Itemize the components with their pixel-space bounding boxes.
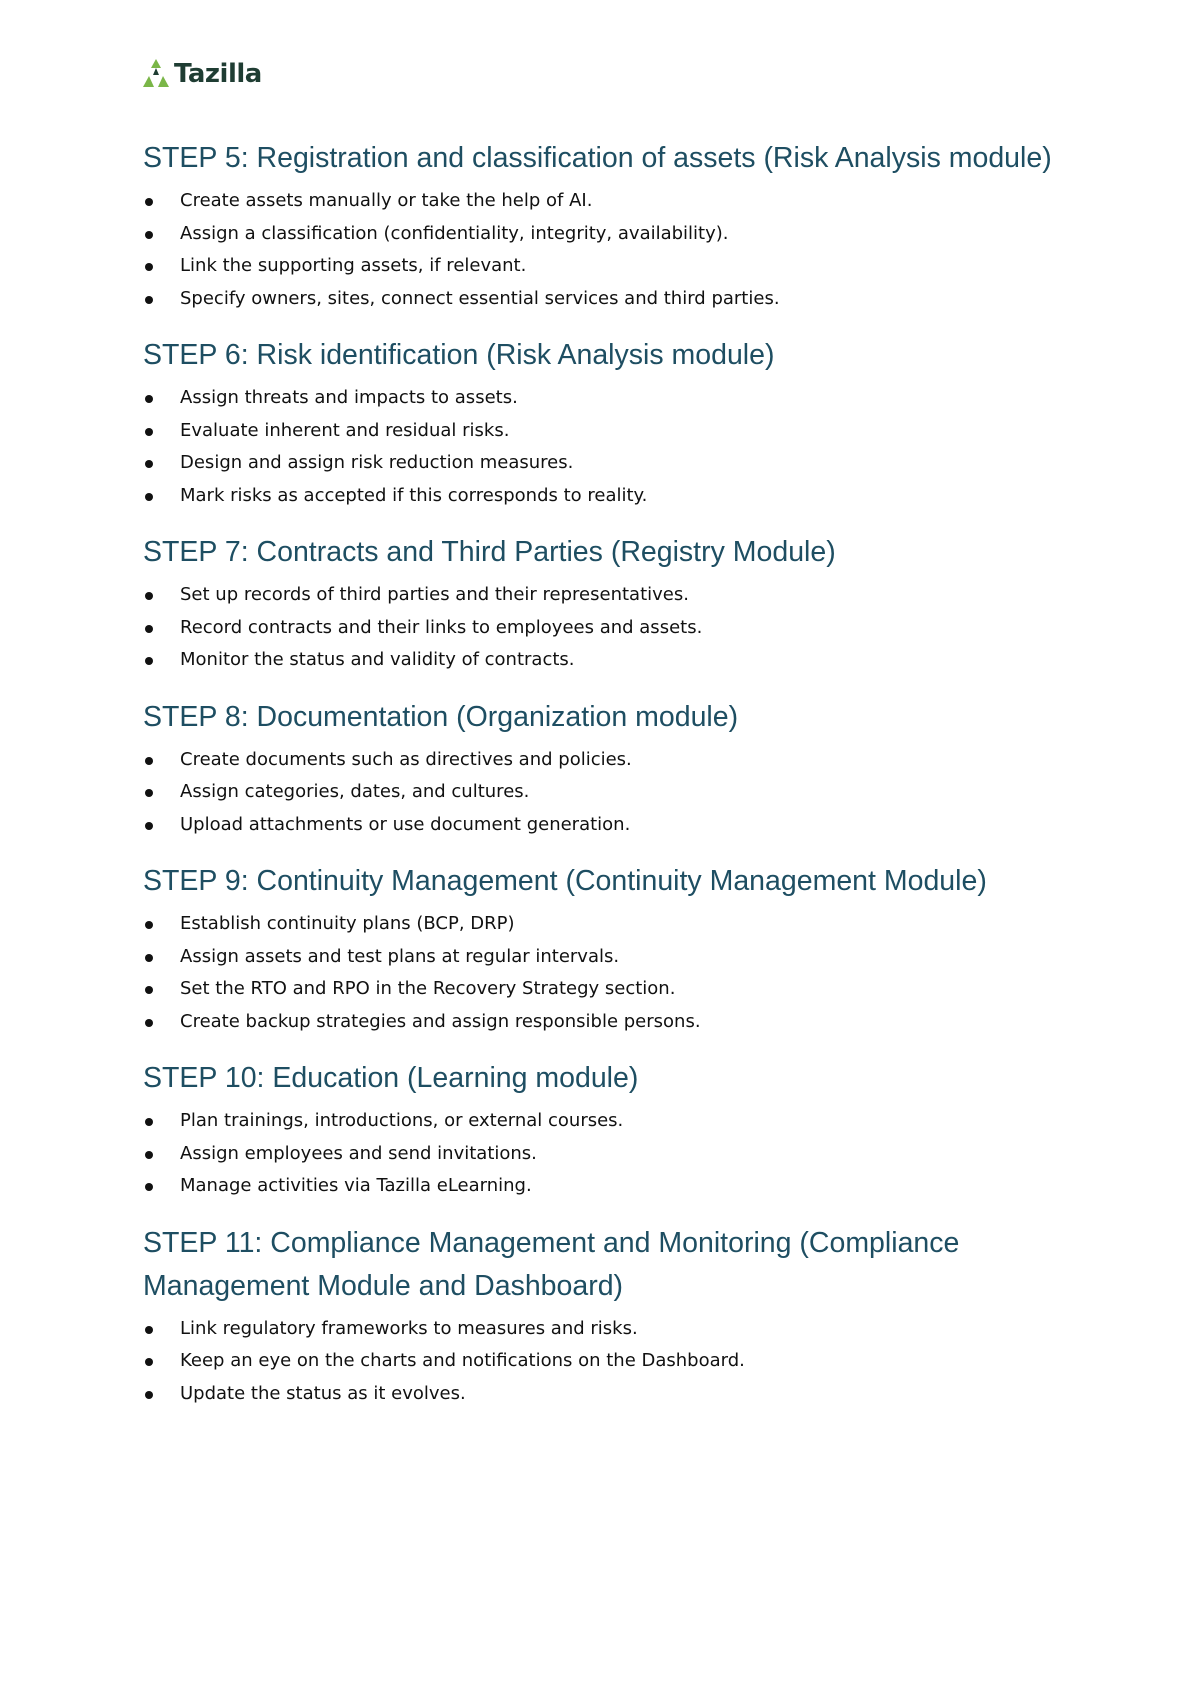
bullet-list	[143, 908, 1063, 1038]
bullet-icon	[145, 1151, 153, 1159]
bullet-icon	[145, 757, 153, 765]
bullet-list	[143, 1313, 1063, 1411]
document-body	[143, 137, 1063, 1410]
list-item-text: Specify owners, sites, connect essential services and third parties.	[180, 287, 780, 309]
bullet-icon	[145, 1019, 153, 1027]
list-item	[143, 283, 1063, 316]
bullet-list	[143, 579, 1063, 677]
bullet-icon	[145, 1358, 153, 1366]
bullet-icon	[145, 954, 153, 962]
list-item	[143, 382, 1063, 415]
bullet-icon	[145, 921, 153, 929]
bullet-icon	[145, 198, 153, 206]
section-step-7	[143, 531, 1063, 677]
section-step-8	[143, 696, 1063, 842]
list-item	[143, 1105, 1063, 1138]
bullet-icon	[145, 592, 153, 600]
bullet-list	[143, 744, 1063, 842]
list-item-text: Mark risks as accepted if this corresponds to reality.	[180, 484, 648, 506]
list-item	[143, 941, 1063, 974]
list-item-text: Link the supporting assets, if relevant.	[180, 255, 527, 276]
list-item	[143, 776, 1063, 809]
section-heading: STEP 9: Continuity Management (Continuity Management Module)	[143, 865, 987, 897]
list-item-text: Assign categories, dates, and cultures.	[180, 781, 530, 802]
bullet-list	[143, 185, 1063, 315]
list-item	[143, 809, 1063, 842]
list-item-text: Assign threats and impacts to assets.	[180, 387, 518, 408]
section-heading: STEP 10: Education (Learning module)	[143, 1062, 639, 1094]
section-step-5	[143, 137, 1063, 315]
section-heading: STEP 7: Contracts and Third Parties (Registry Module)	[143, 536, 836, 568]
bullet-icon	[145, 822, 153, 830]
list-item-text: Monitor the status and validity of contracts.	[180, 649, 575, 670]
list-item	[143, 218, 1063, 251]
section-step-9	[143, 860, 1063, 1038]
bullet-icon	[145, 657, 153, 665]
list-item-text: Plan trainings, introductions, or external courses.	[180, 1110, 624, 1131]
bullet-icon	[145, 395, 153, 403]
list-item-text: Set the RTO and RPO in the Recovery Strategy section.	[180, 978, 676, 999]
list-item	[143, 480, 1063, 513]
list-item-text: Manage activities via Tazilla eLearning.	[180, 1175, 532, 1196]
bullet-list	[143, 382, 1063, 512]
list-item	[143, 973, 1063, 1006]
list-item	[143, 744, 1063, 777]
tazilla-logo	[140, 56, 262, 92]
bullet-list	[143, 1105, 1063, 1203]
section-heading: STEP 5: Registration and classification of assets (Risk Analysis module)	[143, 142, 1052, 174]
list-item	[143, 1345, 1063, 1378]
bullet-icon	[145, 1391, 153, 1399]
bullet-icon	[145, 1326, 153, 1334]
list-item-text: Upload attachments or use document generation.	[180, 813, 631, 835]
list-item-text: Create documents such as directives and policies.	[180, 748, 632, 770]
list-item-text: Evaluate inherent and residual risks.	[180, 419, 510, 441]
bullet-icon	[145, 1183, 153, 1191]
list-item	[143, 1170, 1063, 1203]
section-heading: STEP 8: Documentation (Organization module)	[143, 700, 739, 733]
list-item-text: Create backup strategies and assign responsible persons.	[180, 1010, 701, 1032]
list-item-text: Create assets manually or take the help of AI.	[180, 190, 593, 211]
list-item-text: Design and assign risk reduction measures.	[180, 452, 574, 473]
list-item-text: Establish continuity plans (BCP, DRP)	[180, 913, 515, 934]
bullet-icon	[145, 1118, 153, 1126]
list-item	[143, 1378, 1063, 1411]
list-item	[143, 185, 1063, 218]
section-step-10	[143, 1057, 1063, 1203]
list-item-text: Assign a classification (confidentiality, integrity, availability).	[180, 222, 729, 244]
section-step-6	[143, 334, 1063, 512]
tazilla-leaf-icon	[140, 57, 172, 91]
bullet-icon	[145, 460, 153, 468]
list-item	[143, 644, 1063, 677]
bullet-icon	[145, 789, 153, 797]
bullet-icon	[145, 625, 153, 633]
list-item	[143, 1313, 1063, 1346]
logo-wordmark: Tazilla	[174, 59, 262, 89]
bullet-icon	[145, 296, 153, 304]
list-item-text: Update the status as it evolves.	[180, 1382, 466, 1404]
bullet-icon	[145, 428, 153, 436]
list-item-text: Assign employees and send invitations.	[180, 1142, 537, 1164]
list-item-text: Set up records of third parties and their representatives.	[180, 584, 689, 605]
bullet-icon	[145, 986, 153, 994]
list-item-text: Keep an eye on the charts and notifications on the Dashboard.	[180, 1350, 745, 1371]
section-heading: STEP 6: Risk identification (Risk Analysis module)	[143, 339, 775, 371]
list-item	[143, 579, 1063, 612]
list-item-text: Assign assets and test plans at regular intervals.	[180, 945, 620, 967]
list-item-text: Record contracts and their links to employees and assets.	[180, 616, 703, 638]
list-item	[143, 1138, 1063, 1171]
list-item	[143, 447, 1063, 480]
list-item	[143, 250, 1063, 283]
section-step-11	[143, 1222, 1063, 1411]
list-item	[143, 415, 1063, 448]
bullet-icon	[145, 231, 153, 239]
list-item	[143, 908, 1063, 941]
list-item-text: Link regulatory frameworks to measures and risks.	[180, 1317, 638, 1339]
bullet-icon	[145, 493, 153, 501]
list-item	[143, 612, 1063, 645]
list-item	[143, 1006, 1063, 1039]
bullet-icon	[145, 263, 153, 271]
section-heading: STEP 11: Compliance Management and Monitoring (Compliance Management Module and Dashboard)	[143, 1226, 960, 1302]
